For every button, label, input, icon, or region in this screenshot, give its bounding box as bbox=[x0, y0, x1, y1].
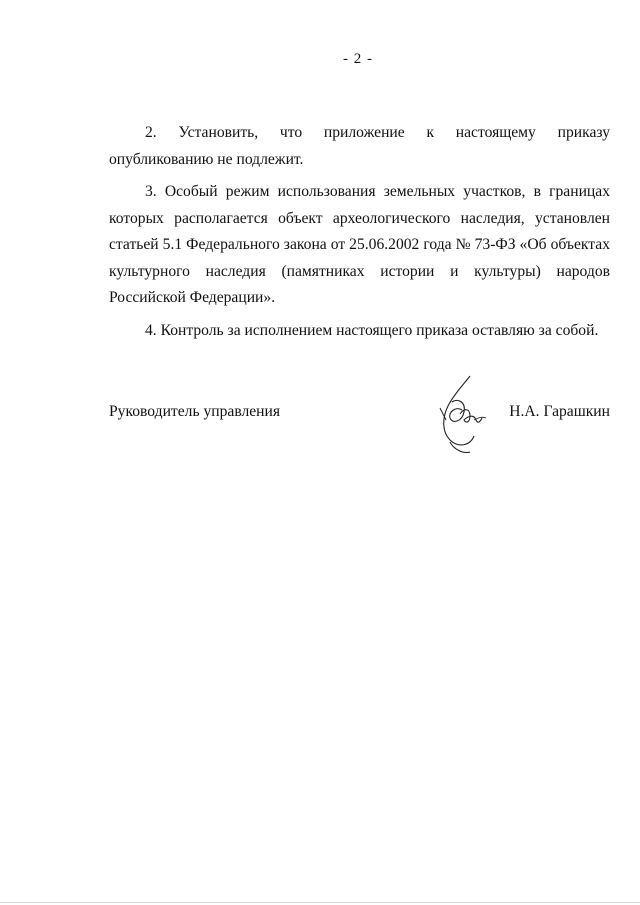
handwritten-signature bbox=[430, 372, 494, 458]
page-bottom-edge bbox=[0, 902, 640, 903]
signer-position: Руководитель управления bbox=[109, 403, 281, 420]
paragraph-4: 4. Контроль за исполнением настоящего приказа оставляю за собой. bbox=[145, 321, 599, 339]
page-number: - 2 - bbox=[343, 51, 373, 67]
paragraph-2: 2. Установить, что приложение к настоящему приказу опубликованию не подлежит. bbox=[109, 124, 610, 168]
signature-block bbox=[109, 403, 610, 429]
document-body bbox=[109, 120, 610, 348]
signer-name: Н.А. Гарашкин bbox=[509, 403, 610, 420]
paragraph-3: 3. Особый режим использования земельных участков, в границах которых располагается объект археологического наследия, установлен статьей 5.1 Федерального закона от 25.06.2002 года № 73-ФЗ «Об объектах культурного наследия (памятниках истории и культуры) народов Российской Федерации». bbox=[109, 183, 610, 306]
